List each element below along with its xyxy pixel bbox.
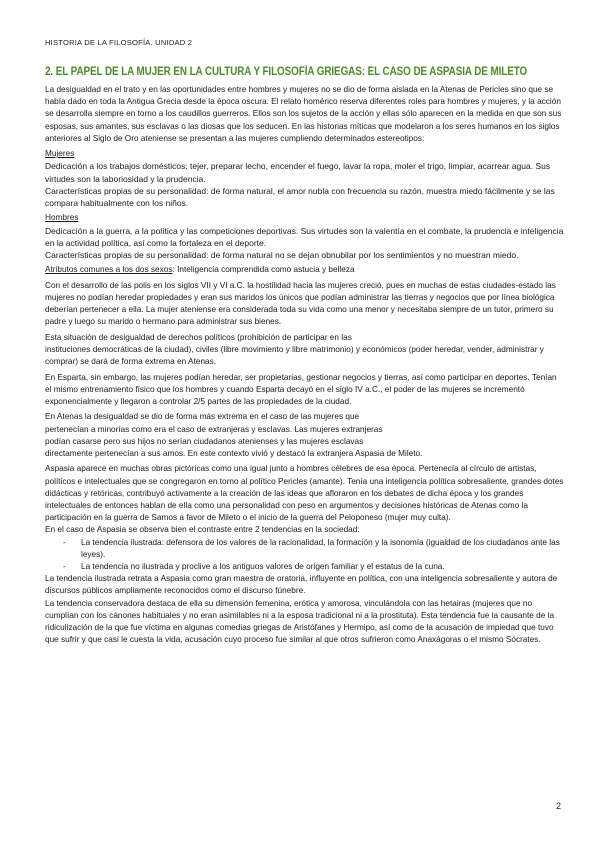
atenas-paragraph <box>45 411 565 460</box>
intro-paragraph: La desigualdad en el trato y en las oportunidades entre hombres y mujeres no se dio de forma aislada en la Atenas de Pericles sino que se había dado en toda la Antigua Grecia desde la época oscura. El relato homérico reserva diferentes roles para hombres y mujeres, y la acción se desarrolla siempre en torno a los caudillos guerreros. Ellos son los sujetos de la acción y ellas sólo aparecen en la medida en que son sus esposas, sus amantes, sus esclavas o las diosas que los seducen. En las historias míticas que modelaron a los seres humanos en los siglos anteriores al Siglo de Oro ateniense se presentan a las mujeres cumpliendo determinados estereotipos: <box>45 85 562 143</box>
atributos-text: : Inteligencia comprendida como astucia y belleza <box>172 265 355 275</box>
hombres-caracteristicas: Características propias de su personalidad: de forma natural no se dejan obnubilar por los sentimientos y no muestran miedo. <box>45 250 519 261</box>
hombres-dedicacion: Dedicación a la guerra, a la política y las competiciones deportivas. Sus virtudes son la valentía en el combate, la prudencia e inteligencia en la actividad política, así como la fortaleza en el deporte. <box>45 225 564 248</box>
derechos-line-1: Esta situación de desigualdad de derechos políticos (prohibición de participar en las <box>45 332 352 342</box>
aspasia-paragraph: Aspasia aparece en muchas obras pictóricas como una igual junto a hombres célebres de esa época. Pertenecía al círculo de artistas, políticos e intelectuales que se congregaron en torno al político Pericles (amante). Tenía una inteligencia política sobresaliente, grandes dotes didácticas y retóricas, contribuyó activamente a la creación de las ideas que afloraron en los debates de dicha época y los grandes intelectuales de entonces hablan de ella como una personalidad con peso en argumentos y decisiones históricas de Atenas como la participación en la guerra de Samos a favor de Mileto o el inicio de la guerra del Peloponeso (mujer muy culta). <box>45 464 564 523</box>
tendencia-item <box>45 537 565 561</box>
mujeres-dedicacion: Dedicación a los trabajos domésticos: tejer, preparar lecho, encender el fuego, lavar la ropa, moler el trigo, limpiar, acarrear agua. Sus virtudes son la laboriosidad y la prudencia. <box>45 161 551 184</box>
mujeres-caracteristicas: Características propias de su personalidad: de forma natural, el amor nubla con frecuencia su razón, muestra miedo fácilmente y se las compara habitualmente con los niños. <box>45 185 555 209</box>
polis-paragraph: Con el desarrollo de las polis en los siglos VII y VI a.C. la hostilidad hacia las mujeres creció, pues en muchas de estas ciudades-estado las mujeres no podían heredar propiedades y eran sus maridos los únicos que podían administrar las tierras y negocios que por línea biológica deberían pertenecer a ella. La mujer ateniense era considerada toda su vida como una menor y necesitaba siempre de un tutor, primero su padre y luego su marido o hermano para administrar sus bienes. <box>45 280 556 327</box>
ilustrada-paragraph: La tendencia ilustrada retrata a Aspasia como gran maestra de oratoria, influyente en política, con una inteligencia sobresaliente y autora de discursos públicos ampliamente reconocidos como el discurso fúnebre. <box>45 574 558 596</box>
hombres-heading: Hombres <box>45 213 79 223</box>
tendencia-no-ilustrada-text: La tendencia no ilustrada y proclive a los antiguos valores de origen familiar y el estatus de la cuna. <box>81 562 445 572</box>
esparta-paragraph: En Esparta, sin embargo, las mujeres podían heredar, ser propietarias, gestionar negocios y tierras, así como participar en deportes. Tenían el mismo entrenamiento físico que los hombres y cuando Esparta decayó en el siglo IV a.C., el poder de las mujeres se incrementó exponencialmente y llegaron a controlar 2/5 partes de las propiedades de la ciudad. <box>45 372 557 406</box>
derechos-line-2: instituciones democráticas de la ciudad), civiles (libre movimiento y libre matrimonio) y económicos (poder heredar, vender, administrar y comprar) se dará de forma extrema en Atenas. <box>45 345 544 367</box>
conservadora-paragraph: La tendencia conservadora destaca de ella su dimensión femenina, erótica y amorosa, vinculándola con las hetairas (mujeres que no cumplían con los cánones habituales y no eran asimilables ni a la esposa tradicional ni a la prostituta). Esta tendencia fue la causante de la ridiculización de la que fue víctima en algunas comedias griegas de Aristófanes y Hermipo, así como de la acusación de impiedad que tuvo que sufrir y que casi le cuesta la vida, acusación cuyo proceso fue similar al que otros sufrieron como Anaxágoras o el mismo Sócrates. <box>45 598 555 645</box>
atenas-line-2: pertenecían a minorías como era el caso de extranjeras y esclavas. Las mujeres extranjeras <box>45 424 383 434</box>
section-title: 2. EL PAPEL DE LA MUJER EN LA CULTURA Y FILOSOFÍA GRIEGAS: EL CASO DE ASPASIA DE MILETO <box>45 66 528 78</box>
atributos-label: Atributos comunes a los dos sexos <box>45 265 173 275</box>
tendencia-item <box>45 561 565 573</box>
atenas-line-3: podían casarse pero sus hijos no serían ciudadanos atenienses y las mujeres esclavas <box>45 436 364 446</box>
tendencia-ilustrada-text: La tendencia ilustrada: defensora de los valores de la racionalidad, la formación y la isonomía (igualdad de los ciudadanos ante las leyes). <box>81 537 560 559</box>
document-body <box>45 84 565 646</box>
atributos-comunes <box>45 264 565 276</box>
running-header: HISTORIA DE LA FILOSOFÍA. UNIDAD 2 <box>45 38 193 47</box>
contraste-line: En el caso de Aspasia se observa bien el contraste entre 2 tendencias en la sociedad: <box>45 525 360 535</box>
mujeres-heading: Mujeres <box>45 149 75 159</box>
derechos-paragraph <box>45 332 565 369</box>
atenas-line-1: En Atenas la desigualdad se dio de forma más extrema en el caso de las mujeres que <box>45 412 360 422</box>
dash-bullet: - <box>63 562 66 572</box>
dash-bullet: - <box>63 537 66 547</box>
page-number: 2 <box>556 801 562 811</box>
atenas-line-4: directamente pertenecían a sus amos. En este contexto vivió y destacó la extranjera Aspasia de Mileto. <box>45 449 423 458</box>
